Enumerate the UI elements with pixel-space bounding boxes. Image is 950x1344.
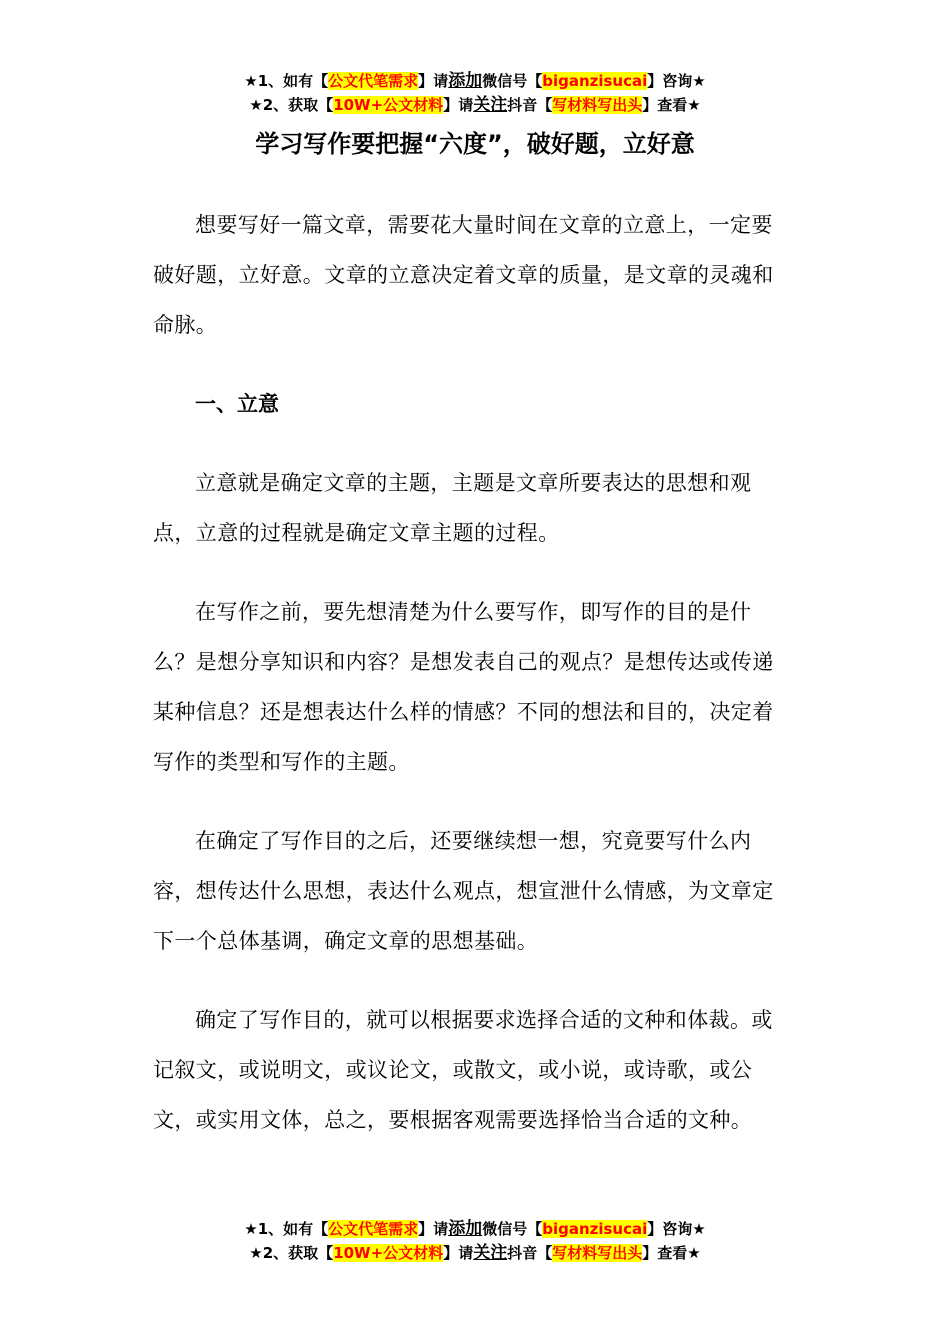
body-paragraph: 立意就是确定文章的主题，主题是文章所要表达的思想和观点，立意的过程就是确定文章主题的过程。 xyxy=(153,471,752,545)
banner-underline-follow: 关注 xyxy=(473,95,508,115)
banner-text: ★1、如有【 xyxy=(244,72,329,90)
banner-highlight-douyin-account: 写材料写出头 xyxy=(552,1244,643,1262)
banner-highlight-wechat-id: biganzisucai xyxy=(542,1220,648,1238)
intro-paragraph: 想要写好一篇文章，需要花大量时间在文章的立意上，一定要破好题，立好意。文章的立意决定着文章的质量，是文章的灵魂和命脉。 xyxy=(153,213,774,337)
banner-text: 抖音【 xyxy=(507,1244,553,1262)
banner-text: 】请 xyxy=(418,1220,449,1238)
banner-highlight-wechat-id: biganzisucai xyxy=(542,72,648,90)
banner-highlight-materials: 10W+公文材料 xyxy=(333,96,444,114)
banner-underline-add: 添加 xyxy=(448,71,483,91)
banner-highlight-materials: 10W+公文材料 xyxy=(333,1244,444,1262)
banner-text: 抖音【 xyxy=(507,96,553,114)
document-body xyxy=(153,200,793,1174)
banner-line-2 xyxy=(0,93,950,117)
banner-text: 】查看★ xyxy=(642,96,701,114)
banner-text: ★1、如有【 xyxy=(244,1220,329,1238)
banner-underline-follow: 关注 xyxy=(473,1243,508,1263)
bottom-banner xyxy=(0,1217,950,1265)
banner-text: 微信号【 xyxy=(482,1220,543,1238)
banner-underline-add: 添加 xyxy=(448,1219,483,1239)
document-title: 学习写作要把握“六度”，破好题，立好意 xyxy=(255,130,695,158)
banner-text: 】查看★ xyxy=(642,1244,701,1262)
banner-line-1 xyxy=(0,1217,950,1241)
section-heading-1: 一、立意 xyxy=(195,392,279,416)
banner-text: 】请 xyxy=(443,96,474,114)
banner-highlight-service: 公文代笔需求 xyxy=(328,1220,419,1238)
body-paragraph: 在确定了写作目的之后，还要继续想一想，究竟要写什么内容，想传达什么思想，表达什么观点，想宣泄什么情感，为文章定下一个总体基调，确定文章的思想基础。 xyxy=(153,829,774,953)
banner-line-2 xyxy=(0,1241,950,1265)
banner-text: 】请 xyxy=(443,1244,474,1262)
top-banner xyxy=(0,69,950,117)
body-paragraph: 在写作之前，要先想清楚为什么要写作，即写作的目的是什么？是想分享知识和内容？是想发表自己的观点？是想传达或传递某种信息？还是想表达什么样的情感？不同的想法和目的，决定着写作的类型和写作的主题。 xyxy=(153,600,774,774)
banner-highlight-douyin-account: 写材料写出头 xyxy=(552,96,643,114)
banner-text: ★2、获取【 xyxy=(249,1244,334,1262)
body-paragraph: 确定了写作目的，就可以根据要求选择合适的文种和体裁。或记叙文，或说明文，或议论文，或散文，或小说，或诗歌，或公文，或实用文体，总之，要根据客观需要选择恰当合适的文种。 xyxy=(153,1008,773,1132)
banner-text: 微信号【 xyxy=(482,72,543,90)
banner-line-1 xyxy=(0,69,950,93)
banner-text: 】咨询★ xyxy=(647,72,706,90)
banner-text: ★2、获取【 xyxy=(249,96,334,114)
banner-text: 】请 xyxy=(418,72,449,90)
banner-text: 】咨询★ xyxy=(647,1220,706,1238)
banner-highlight-service: 公文代笔需求 xyxy=(328,72,419,90)
